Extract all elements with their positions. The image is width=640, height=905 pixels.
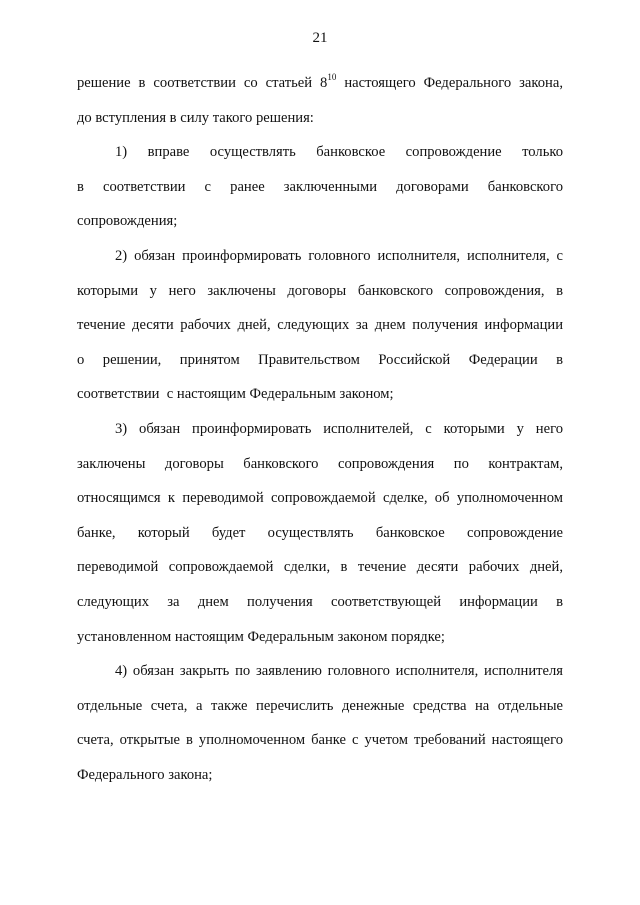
text-line: 4) обязан закрыть по заявлению головного исполнителя, исполнителя [115,663,563,680]
text-line: заключены договоры банковского сопровождения по контрактам, [77,455,563,472]
text-line: относящимся к переводимой сопровождаемой сделке, об уполномоченном [77,490,563,507]
text-line: банке, который будет осуществлять банковское сопровождение [77,524,563,541]
text-line: течение десяти рабочих дней, следующих за днем получения информации [77,317,563,334]
paragraph-item-2 [77,239,563,412]
text-segment: настоящего Федерального закона, [336,75,563,91]
text-line: которыми у него заключены договоры банковского сопровождения, в [77,282,563,299]
text-line: до вступления в силу такого решения: [77,109,314,126]
text-line: Федерального закона; [77,766,213,783]
text-line: установленном настоящим Федеральным законом порядке; [77,628,445,645]
text-line: следующих за днем получения соответствующей информации в [77,593,563,610]
text-line: в соответствии с ранее заключенными договорами банковского [77,178,563,195]
text-line: о решении, принятом Правительством Российской Федерации в [77,351,563,368]
document-body [77,66,563,792]
text-line: сопровождения; [77,213,178,230]
paragraph-item-1 [77,135,563,239]
text-line: отдельные счета, а также перечислить денежные средства на отдельные [77,697,563,714]
paragraph-item-3 [77,412,563,654]
superscript: 10 [327,72,337,82]
text-line [77,66,563,101]
page-number: 21 [312,30,328,46]
text-segment: решение в соответствии со статьей 8 [77,75,328,91]
text-line: 2) обязан проинформировать головного исполнителя, исполнителя, с [115,247,563,264]
text-line: 3) обязан проинформировать исполнителей, с которыми у него [115,420,563,437]
paragraph-item-4 [77,654,563,792]
text-line: 1) вправе осуществлять банковское сопровождение только [115,144,563,161]
text-line: соответствии с настоящим Федеральным законом; [77,386,394,403]
text-line: счета, открытые в уполномоченном банке с учетом требований настоящего [77,732,563,749]
paragraph-continuation [77,66,563,135]
text-line: переводимой сопровождаемой сделки, в течение десяти рабочих дней, [77,559,563,576]
